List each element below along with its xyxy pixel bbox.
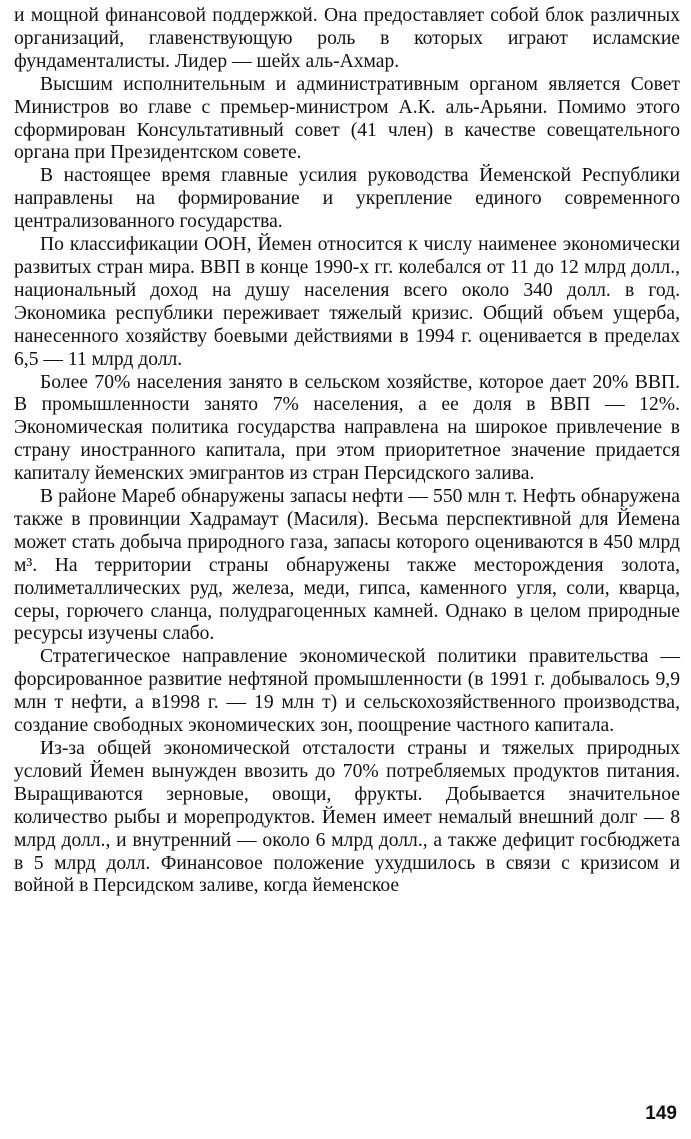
paragraph-continued: и мощной финансовой поддержкой. Она предоставляет собой блок различных организаций, главенствующую роль в которых играют исламские фундаменталисты. Лидер — шейх аль-Ахмар.	[14, 5, 680, 72]
paragraph: В настоящее время главные усилия руководства Йеменской Республики направлены на формирование и укрепление единого современного централизованного государства.	[14, 165, 680, 233]
paragraph: Высшим исполнительным и административным органом является Совет Министров во главе с премьер-министром А.К. аль-Арьяни. Помимо этого сформирован Консультативный совет (41 член) в качестве совещательного органа при Президентском совете.	[14, 73, 680, 164]
paragraph: Из-за общей экономической отсталости страны и тяжелых природных условий Йемен вынужден ввозить до 70% потребляемых продуктов питания. Выращиваются зерновые, овощи, фрукты. Добывается значительное количество рыбы и морепродуктов. Йемен имеет немалый внешний долг — 8 млрд долл., и внутренний — около 6 млрд долл., а также дефицит госбюджета в 5 млрд долл. Финансовое положение ухудшилось в связи с кризисом и войной в Персидском заливе, когда йеменское	[14, 738, 680, 897]
paragraph: Более 70% населения занято в сельском хозяйстве, которое дает 20% ВВП. В промышленности занято 7% населения, а ее доля в ВВП — 12%. Экономическая политика государства направлена на широкое привлечение в страну иностранного капитала, при этом приоритетное значение придается капиталу йеменских эмигрантов из стран Персидского залива.	[14, 371, 680, 485]
paragraph: Стратегическое направление экономической политики правительства — форсированное развитие нефтяной промышленности (в 1991 г. добывалось 9,9 млн т нефти, а в1998 г. — 19 млн т) и сельскохозяйственного производства, создание свободных экономических зон, поощрение частного капитала.	[14, 646, 680, 737]
page-number: 149	[645, 1103, 677, 1124]
paragraph: По классификации ООН, Йемен относится к числу наименее экономически развитых стран мира. ВВП в конце 1990-х гг. колебался от 11 до 12 млрд долл., национальный доход на душу населения всего около 340 долл. в год. Экономика республики переживает тяжелый кризис. Общий объем ущерба, нанесенного хозяйству боевыми действиями в 1994 г. оценивается в пределах 6,5 — 11 млрд долл.	[14, 234, 680, 370]
paragraph: В районе Мареб обнаружены запасы нефти — 550 млн т. Нефть обнаружена также в провинции Хадрамаут (Масиля). Весьма перспективной для Йемена может стать добыча природного газа, запасы которого оцениваются в 450 млрд м³. На территории страны обнаружены также месторождения золота, полиметаллических руд, железа, меди, гипса, каменного угля, соли, кварца, серы, горючего сланца, полудрагоценных камней. Однако в целом природные ресурсы изучены слабо.	[14, 486, 680, 645]
body-text	[14, 5, 680, 898]
